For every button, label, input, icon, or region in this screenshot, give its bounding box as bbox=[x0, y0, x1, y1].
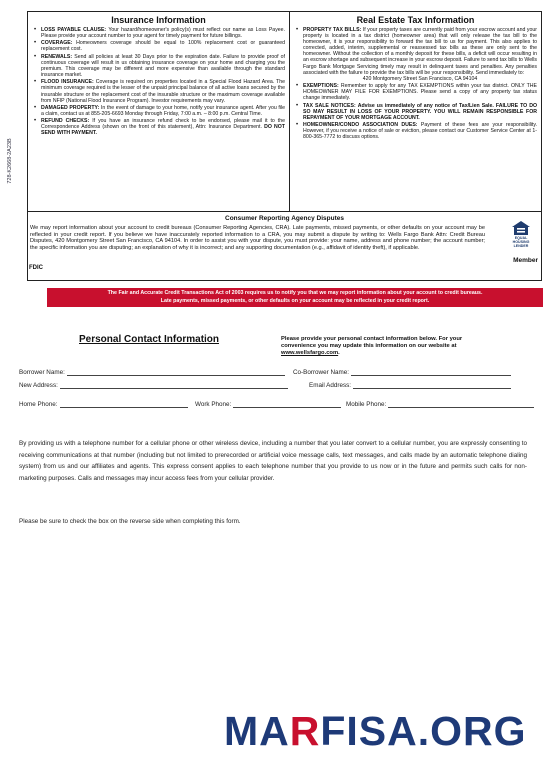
email-label: Email Address: bbox=[309, 382, 351, 389]
email-field[interactable] bbox=[309, 381, 511, 389]
mobile-phone-line[interactable] bbox=[388, 400, 534, 408]
mobile-phone-label: Mobile Phone: bbox=[346, 401, 387, 408]
banner-line-1: The Fair and Accurate Credit Transactions Act of 2003 requires us to notify you that we may report information about your account to credit bureaus. bbox=[107, 290, 483, 296]
new-address-field[interactable] bbox=[19, 381, 288, 389]
consumer-reporting-box bbox=[27, 211, 542, 281]
tax-list bbox=[290, 27, 541, 140]
house-icon bbox=[511, 220, 531, 236]
equal-housing-lender-logo bbox=[507, 220, 535, 248]
fact-act-banner bbox=[47, 288, 543, 307]
tax-item: • PROPERTY TAX BILLS: If your property taxes are currently paid from your escrow account and your property is located in a tax district (homeowner area) that will only release the tax bill to the homeowner, it is your responsibility to forward the tax bill to us for payment. This also applies to corrected, added, interim, supplemental or reassessed tax bills as these are only sent to the homeowner. Without the collection of a monthly deposit for these bills, a deficit will occur resulting in an escrow shortage and subsequent increase in your escrow deposit. Failure to send tax bills to Wells Fargo Bank Mortgage Servicing timely may result in delinquent taxes and penalties. Any penalties associated with the failure to provide the tax bills will be your responsibility. Send immediately to: 420 Montgomery Street San Francisco, CA 94104 bbox=[296, 27, 537, 82]
borrower-name-label: Borrower Name: bbox=[19, 369, 65, 376]
consumer-reporting-title: Consumer Reporting Agency Disputes bbox=[225, 215, 344, 222]
coborrower-name-field[interactable] bbox=[293, 368, 511, 376]
work-phone-field[interactable] bbox=[195, 400, 341, 408]
work-phone-label: Work Phone: bbox=[195, 401, 232, 408]
borrower-name-line[interactable] bbox=[67, 368, 285, 376]
borrower-name-field[interactable] bbox=[19, 368, 285, 376]
insurance-item: • FLOOD INSURANCE: Coverage is required on properties located in a Special Flood Hazard Area. The minimum coverage required is the lesser of the unpaid principal balance of all active loans secured by the insurable structure or the replacement cost of the insurable structure or the maximum coverage available from NFIP (National Flood Insurance Program). Investor requirements may vary. bbox=[34, 79, 285, 103]
mobile-phone-field[interactable] bbox=[346, 400, 534, 408]
contact-note: Please provide your personal contact information below. For your convenience you may update this information on our website at www.wellsfargo.com. bbox=[281, 336, 463, 356]
reminder-text: Please be sure to check the box on the reverse side when completing this form. bbox=[19, 518, 241, 525]
new-address-label: New Address: bbox=[19, 382, 58, 389]
insurance-title: Insurance Information bbox=[111, 15, 206, 25]
tax-item: • EXEMPTIONS: Remember to apply for any TAX EXEMPTIONS within your tax district. ONLY THE HOMEOWNER MAY FILE FOR EXEMPTIONS. Please send a copy of any property tax status change immediately. bbox=[296, 83, 537, 101]
work-phone-line[interactable] bbox=[233, 400, 341, 408]
coborrower-name-label: Co-Borrower Name: bbox=[293, 369, 349, 376]
member-label: Member bbox=[513, 257, 538, 264]
home-phone-field[interactable] bbox=[19, 400, 188, 408]
insurance-item: • COVERAGE: Homeowners coverage should be equal to 100% replacement cost or guaranteed replacement cost. bbox=[34, 40, 285, 52]
home-phone-line[interactable] bbox=[60, 400, 188, 408]
email-line[interactable] bbox=[353, 381, 511, 389]
insurance-item: • LOSS PAYABLE CLAUSE: Your hazard/homeowner's policy(s) must reflect our name as Loss Payee. Please provide your account number to your agent for timely payment for future billings. bbox=[34, 27, 285, 39]
tax-title: Real Estate Tax Information bbox=[356, 15, 475, 25]
tax-address: 420 Montgomery Street San Francisco, CA 94104 bbox=[362, 75, 478, 82]
website-link[interactable]: www.wellsfargo.com bbox=[281, 350, 339, 356]
new-address-line[interactable] bbox=[60, 381, 288, 389]
info-box bbox=[27, 11, 542, 212]
consent-paragraph: By providing us with a telephone number for a cellular phone or other wireless device, including a number that you later convert to a cellular number, you are expressly consenting to receiving communications at that number (including but not limited to prerecorded or artificial voice message calls, text messages, and calls made by an automatic telephone dialing system) from us and our affiliates and agents. This express consent applies to each telephone number that you provide to us now or in the future and permits such calls for non-marketing purposes. Calls and messages may incur access fees from your cellular provider. bbox=[19, 440, 527, 482]
home-phone-label: Home Phone: bbox=[19, 401, 58, 408]
banner-line-2: Late payments, missed payments, or other defaults on your account may be reflected in your credit report. bbox=[160, 298, 430, 304]
equal-housing-caption: EQUAL HOUSING LENDER bbox=[512, 236, 530, 248]
insurance-item: • RENEWALS: Send all policies at least 30 Days prior to the expiration date. Failure to provide proof of continuous coverage will result in us obtaining insurance coverage on your home and charging you the premium. This coverage may be different and more expensive than available through the standard insurance market. bbox=[34, 54, 285, 78]
tax-section bbox=[290, 12, 541, 211]
document-code-text: 728-K2668-2A23B bbox=[7, 138, 13, 184]
coborrower-name-line[interactable] bbox=[351, 368, 511, 376]
fdic-label: FDIC bbox=[29, 265, 43, 271]
consumer-reporting-body: We may report information about your account to credit bureaus (Consumer Reporting Agencies, CRA). Late payments, missed payments, or other defaults on your account may be reflected in your credit report. If you believe we have inaccurately reported information to a CRA, you may submit a dispute by writing to: Wells Fargo Bank Attn: Credit Bureau Disputes, 420 Montgomery Street San Francisco, CA 94104. In order to assist you with your dispute, you must provide: your name, address and phone number; the account number; the specific information you are disputing; an explanation of why it is incorrect; and any supporting documentation (e.g., affidavit of identity theft), if applicable. bbox=[30, 225, 485, 251]
insurance-section bbox=[28, 12, 290, 211]
contact-title: Personal Contact Information bbox=[79, 334, 220, 345]
marfisa-watermark-logo: MARFISA.ORG bbox=[224, 708, 527, 754]
insurance-item: • DAMAGED PROPERTY: In the event of damage to your home, notify your insurance agent. After you file a claim, contact us at 855-205-6693 Monday through Friday, 7:00 a.m. – 8:00 p.m. Central Time. bbox=[34, 105, 285, 117]
document-code bbox=[3, 100, 13, 230]
tax-item: • TAX SALE NOTICES: Advise us immediately of any notice of Tax/Lien Sale. FAILURE TO DO SO MAY RESULT IN LOSS OF YOUR PROPERTY. YOU WILL REMAIN RESPONSIBLE FOR REPAYMENT OF YOUR MORTGAGE ACCOUNT. bbox=[296, 103, 537, 121]
tax-item: • HOMEOWNER/CONDO ASSOCIATION DUES: Payment of these fees are your responsibility. However, if you receive a notice of sale or eviction, please contact our Customer Service Center at 1-800-365-7772 to discuss options. bbox=[296, 122, 537, 140]
insurance-list bbox=[28, 27, 289, 137]
insurance-item: • REFUND CHECKS: If you have an insurance refund check to be endorsed, please mail it to the Correspondence Address (shown on the front of this statement), Attn: Insurance Department. DO NOT SEND WITH PAYMENT. bbox=[34, 118, 285, 136]
